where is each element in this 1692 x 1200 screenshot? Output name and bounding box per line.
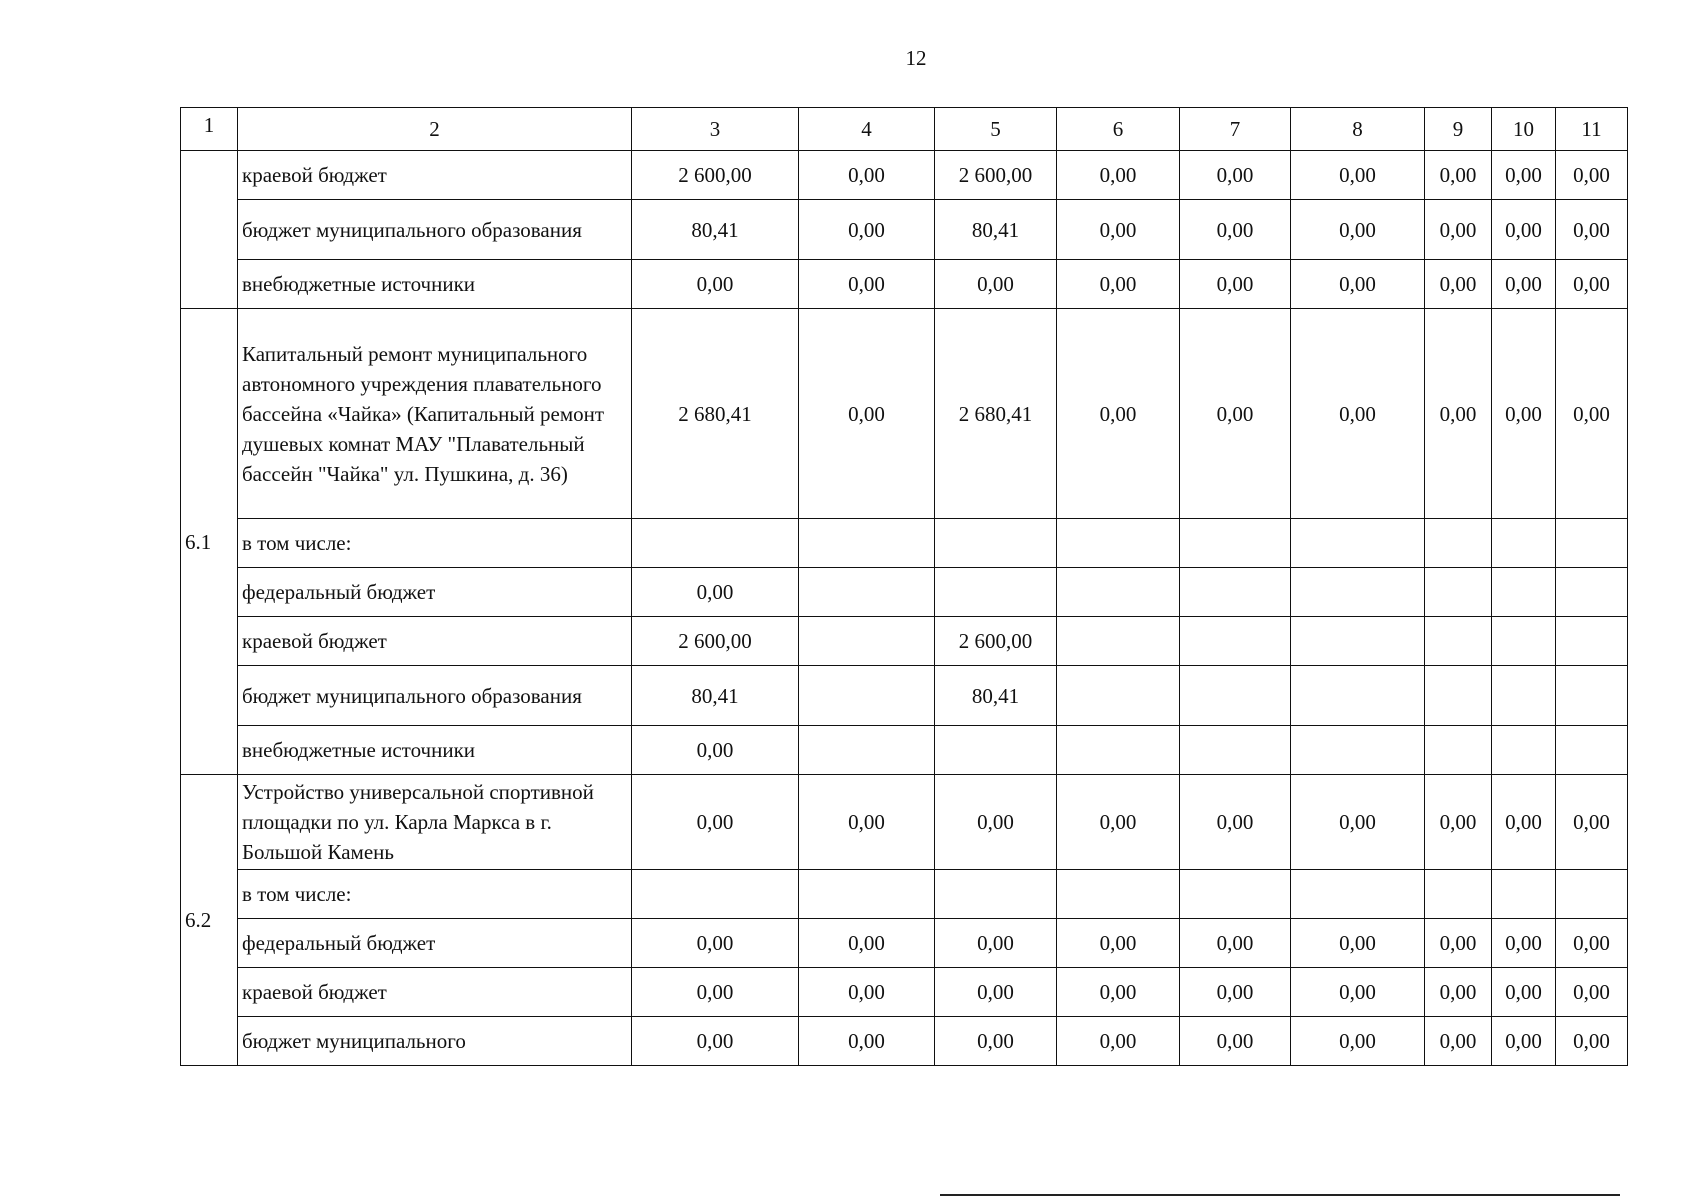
- table-row: [181, 519, 1628, 568]
- value-cell: [1057, 666, 1180, 726]
- row-label: федеральный бюджет: [238, 568, 632, 617]
- value-cell: [1291, 568, 1425, 617]
- value-cell: 0,00: [1492, 919, 1556, 968]
- value-cell: 0,00: [1556, 968, 1628, 1017]
- row-code: 6.2: [181, 775, 238, 1066]
- table-row: [181, 568, 1628, 617]
- value-cell: 0,00: [799, 1017, 935, 1066]
- value-cell: [935, 870, 1057, 919]
- row-label: бюджет муниципального образования: [238, 200, 632, 260]
- value-cell: [1556, 568, 1628, 617]
- value-cell: 2 680,41: [935, 309, 1057, 519]
- value-cell: [1057, 870, 1180, 919]
- table-row: [181, 870, 1628, 919]
- value-cell: 0,00: [1556, 775, 1628, 870]
- value-cell: 2 600,00: [935, 617, 1057, 666]
- row-label: в том числе:: [238, 519, 632, 568]
- value-cell: 0,00: [1492, 309, 1556, 519]
- value-cell: 0,00: [1057, 200, 1180, 260]
- value-cell: [1180, 666, 1291, 726]
- value-cell: [1492, 519, 1556, 568]
- value-cell: 0,00: [1492, 775, 1556, 870]
- row-label: краевой бюджет: [238, 968, 632, 1017]
- value-cell: 0,00: [632, 1017, 799, 1066]
- value-cell: 0,00: [632, 919, 799, 968]
- header-cell: 7: [1180, 108, 1291, 151]
- value-cell: [799, 568, 935, 617]
- value-cell: 0,00: [1180, 919, 1291, 968]
- value-cell: [1057, 726, 1180, 775]
- value-cell: [1291, 870, 1425, 919]
- value-cell: 0,00: [1291, 775, 1425, 870]
- value-cell: [1057, 519, 1180, 568]
- table-row: [181, 666, 1628, 726]
- value-cell: 0,00: [1425, 919, 1492, 968]
- value-cell: [632, 519, 799, 568]
- value-cell: 0,00: [1057, 775, 1180, 870]
- value-cell: [1291, 617, 1425, 666]
- row-label: Капитальный ремонт муниципального автономного учреждения плавательного бассейна «Чайка» (Капитальный ремонт душевых комнат МАУ "Плавательный бассейн "Чайка" ул. Пушкина, д. 36): [238, 309, 632, 519]
- value-cell: 0,00: [632, 568, 799, 617]
- value-cell: 0,00: [1425, 151, 1492, 200]
- value-cell: [1556, 726, 1628, 775]
- value-cell: 0,00: [935, 1017, 1057, 1066]
- value-cell: 0,00: [1180, 200, 1291, 260]
- header-cell: 1: [181, 108, 238, 151]
- table-row: [181, 919, 1628, 968]
- value-cell: 0,00: [1425, 775, 1492, 870]
- header-cell: 3: [632, 108, 799, 151]
- budget-table: [180, 107, 1628, 1066]
- value-cell: 0,00: [1425, 968, 1492, 1017]
- row-label: бюджет муниципального: [238, 1017, 632, 1066]
- value-cell: [1556, 519, 1628, 568]
- value-cell: 0,00: [1291, 968, 1425, 1017]
- value-cell: 0,00: [1057, 260, 1180, 309]
- value-cell: 0,00: [1556, 1017, 1628, 1066]
- value-cell: 2 600,00: [632, 151, 799, 200]
- row-label: федеральный бюджет: [238, 919, 632, 968]
- value-cell: 0,00: [1291, 309, 1425, 519]
- value-cell: 0,00: [1291, 200, 1425, 260]
- value-cell: [799, 519, 935, 568]
- value-cell: 0,00: [1492, 1017, 1556, 1066]
- value-cell: 0,00: [1556, 919, 1628, 968]
- value-cell: 0,00: [1425, 200, 1492, 260]
- value-cell: 0,00: [935, 968, 1057, 1017]
- value-cell: 2 600,00: [935, 151, 1057, 200]
- value-cell: 0,00: [1180, 775, 1291, 870]
- value-cell: 0,00: [1180, 968, 1291, 1017]
- value-cell: 0,00: [1556, 260, 1628, 309]
- value-cell: 0,00: [799, 919, 935, 968]
- header-cell: 6: [1057, 108, 1180, 151]
- value-cell: [1180, 617, 1291, 666]
- table-row: [181, 968, 1628, 1017]
- value-cell: 0,00: [935, 775, 1057, 870]
- row-label: внебюджетные источники: [238, 726, 632, 775]
- value-cell: [1425, 666, 1492, 726]
- value-cell: [1556, 870, 1628, 919]
- value-cell: 0,00: [632, 968, 799, 1017]
- value-cell: 0,00: [935, 260, 1057, 309]
- value-cell: 0,00: [1180, 1017, 1291, 1066]
- value-cell: 0,00: [1492, 260, 1556, 309]
- value-cell: 0,00: [1057, 919, 1180, 968]
- value-cell: [1492, 870, 1556, 919]
- table-row: [181, 200, 1628, 260]
- value-cell: 0,00: [1291, 1017, 1425, 1066]
- value-cell: 2 600,00: [632, 617, 799, 666]
- value-cell: 0,00: [799, 968, 935, 1017]
- value-cell: [1492, 666, 1556, 726]
- row-label: Устройство универсальной спортивной площадки по ул. Карла Маркса в г. Большой Камень: [238, 775, 632, 870]
- row-label: бюджет муниципального образования: [238, 666, 632, 726]
- value-cell: [799, 666, 935, 726]
- row-code: [181, 151, 238, 309]
- value-cell: [1057, 568, 1180, 617]
- row-code: 6.1: [181, 309, 238, 775]
- value-cell: 0,00: [1057, 151, 1180, 200]
- value-cell: [1425, 726, 1492, 775]
- value-cell: 0,00: [1291, 919, 1425, 968]
- value-cell: [799, 870, 935, 919]
- table-row: [181, 617, 1628, 666]
- table-row: [181, 151, 1628, 200]
- value-cell: 0,00: [1425, 260, 1492, 309]
- value-cell: 2 680,41: [632, 309, 799, 519]
- value-cell: 0,00: [1291, 260, 1425, 309]
- row-label: в том числе:: [238, 870, 632, 919]
- value-cell: [1291, 519, 1425, 568]
- value-cell: 0,00: [1291, 151, 1425, 200]
- header-cell: 8: [1291, 108, 1425, 151]
- value-cell: 0,00: [1180, 309, 1291, 519]
- value-cell: [799, 726, 935, 775]
- value-cell: 0,00: [1425, 309, 1492, 519]
- value-cell: [1492, 726, 1556, 775]
- value-cell: 0,00: [799, 200, 935, 260]
- header-cell: 11: [1556, 108, 1628, 151]
- value-cell: 0,00: [799, 151, 935, 200]
- header-cell: 2: [238, 108, 632, 151]
- value-cell: 80,41: [935, 200, 1057, 260]
- value-cell: [1180, 870, 1291, 919]
- value-cell: 0,00: [1180, 260, 1291, 309]
- value-cell: [1425, 568, 1492, 617]
- value-cell: [935, 568, 1057, 617]
- value-cell: [935, 726, 1057, 775]
- value-cell: [1291, 726, 1425, 775]
- value-cell: 0,00: [799, 260, 935, 309]
- header-cell: 10: [1492, 108, 1556, 151]
- row-label: краевой бюджет: [238, 617, 632, 666]
- value-cell: 0,00: [1180, 151, 1291, 200]
- header-cell: 4: [799, 108, 935, 151]
- value-cell: 0,00: [1556, 151, 1628, 200]
- table-row: [181, 309, 1628, 519]
- table-row: [181, 726, 1628, 775]
- value-cell: 0,00: [935, 919, 1057, 968]
- value-cell: [1180, 726, 1291, 775]
- row-label: краевой бюджет: [238, 151, 632, 200]
- value-cell: 0,00: [1057, 309, 1180, 519]
- value-cell: [935, 519, 1057, 568]
- value-cell: [1425, 519, 1492, 568]
- value-cell: [799, 617, 935, 666]
- bottom-rule: [940, 1194, 1620, 1196]
- value-cell: [1492, 568, 1556, 617]
- value-cell: 0,00: [632, 775, 799, 870]
- value-cell: 0,00: [632, 726, 799, 775]
- row-label: внебюджетные источники: [238, 260, 632, 309]
- value-cell: [1556, 617, 1628, 666]
- value-cell: [1180, 568, 1291, 617]
- value-cell: [1057, 617, 1180, 666]
- value-cell: [1180, 519, 1291, 568]
- header-cell: 9: [1425, 108, 1492, 151]
- value-cell: [1291, 666, 1425, 726]
- value-cell: 0,00: [1556, 200, 1628, 260]
- table-row: [181, 260, 1628, 309]
- value-cell: [1425, 870, 1492, 919]
- table-row: [181, 775, 1628, 870]
- value-cell: [1556, 666, 1628, 726]
- page-number: 12: [905, 46, 927, 70]
- value-cell: [1425, 617, 1492, 666]
- header-row: [181, 108, 1628, 151]
- value-cell: 0,00: [1057, 968, 1180, 1017]
- value-cell: [632, 870, 799, 919]
- value-cell: 0,00: [799, 309, 935, 519]
- value-cell: 0,00: [799, 775, 935, 870]
- value-cell: 0,00: [632, 260, 799, 309]
- value-cell: 0,00: [1492, 151, 1556, 200]
- value-cell: 0,00: [1492, 968, 1556, 1017]
- value-cell: 80,41: [632, 200, 799, 260]
- value-cell: 0,00: [1492, 200, 1556, 260]
- table-row: [181, 1017, 1628, 1066]
- value-cell: 0,00: [1556, 309, 1628, 519]
- value-cell: [1492, 617, 1556, 666]
- value-cell: 80,41: [632, 666, 799, 726]
- header-cell: 5: [935, 108, 1057, 151]
- value-cell: 80,41: [935, 666, 1057, 726]
- value-cell: 0,00: [1057, 1017, 1180, 1066]
- value-cell: 0,00: [1425, 1017, 1492, 1066]
